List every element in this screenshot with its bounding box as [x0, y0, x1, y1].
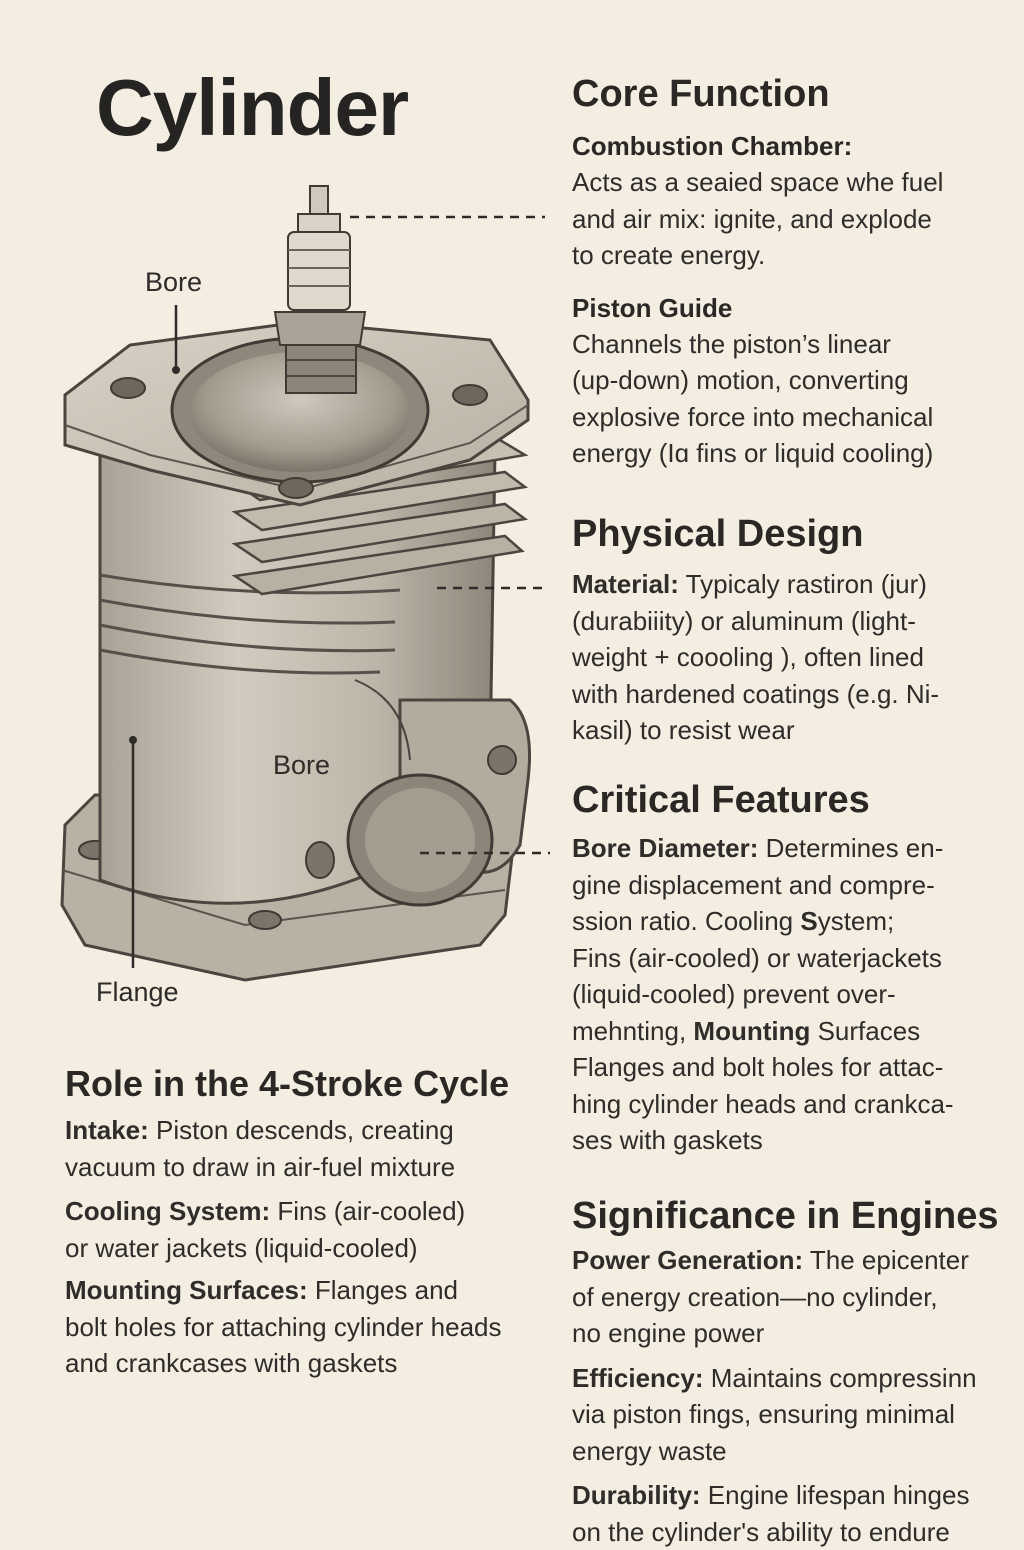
critical-line-5: (liquid-cooled) prevent over- [572, 976, 1012, 1013]
material-line-5: kasil) to resist wear [572, 712, 1012, 749]
intake-line-1 [65, 1112, 555, 1149]
label-bore-mid: Bore [273, 750, 330, 781]
cooling-first: Fins (air-cooled) [270, 1196, 465, 1226]
physical-design-heading: Physical Design [572, 512, 1012, 556]
piston-line-4: energy (Iɑ fins or liquid cooling) [572, 435, 1012, 472]
bore-diameter-label: Bore Diameter: [572, 833, 758, 863]
intake-label: Intake: [65, 1115, 149, 1145]
power-line-1 [572, 1242, 1012, 1279]
critical-line-3c: ystem; [818, 906, 895, 936]
significance-heading: Significance in Engines [572, 1194, 1012, 1238]
power-line-3: no engine power [572, 1315, 1012, 1352]
material-line-3: weight + coooling ), often lined [572, 639, 1012, 676]
combustion-chamber-title: Combustion Chamber: [572, 128, 1012, 164]
label-bore-top: Bore [145, 267, 202, 298]
intake-line-2: vacuum to draw in air-fuel mixture [65, 1149, 555, 1186]
critical-line-3b: S [800, 906, 817, 936]
cooling-line-1 [65, 1193, 555, 1230]
material-label: Material: [572, 569, 679, 599]
significance-section [572, 1194, 1012, 1550]
efficiency-first: Maintains compressinn [704, 1363, 977, 1393]
mount-label: Mounting Surfaces: [65, 1275, 308, 1305]
critical-line-6b: Mounting [693, 1016, 810, 1046]
piston-line-1: Channels the piston’s linear [572, 326, 1012, 363]
critical-line-1 [572, 830, 1012, 867]
durability-label: Durability: [572, 1480, 701, 1510]
role-section [65, 1062, 555, 1382]
mount-line-3: and crankcases with gaskets [65, 1345, 555, 1382]
critical-line-9: ses with gaskets [572, 1122, 1012, 1159]
material-line-1 [572, 566, 1012, 603]
combustion-line-1: Acts as a seaied space whe fuel [572, 164, 1012, 201]
mount-line-1 [65, 1272, 555, 1309]
durability-line-1 [572, 1477, 1012, 1514]
material-line-4: with hardened coatings (e.g. Ni- [572, 676, 1012, 713]
physical-design-section [572, 512, 1012, 749]
critical-line-6a: mehnting, [572, 1016, 693, 1046]
critical-line-7: Flanges and bolt holes for attac- [572, 1049, 1012, 1086]
mount-first: Flanges and [308, 1275, 458, 1305]
core-function-section [572, 72, 1012, 472]
cooling-label: Cooling System: [65, 1196, 270, 1226]
combustion-line-2: and air mix: ignite, and explode [572, 201, 1012, 238]
critical-line-6 [572, 1013, 1012, 1050]
critical-line-6c: Surfaces [810, 1016, 920, 1046]
efficiency-label: Efficiency: [572, 1363, 704, 1393]
mount-line-2: bolt holes for attaching cylinder heads [65, 1309, 555, 1346]
intake-first: Piston descends, creating [149, 1115, 454, 1145]
power-label: Power Generation: [572, 1245, 803, 1275]
bore-diameter-first: Determines en- [758, 833, 943, 863]
page-title: Cylinder [96, 62, 408, 154]
material-first: Typicaly rastiron (jur) [679, 569, 927, 599]
critical-line-8: hing cylinder heads and crankca- [572, 1086, 1012, 1123]
critical-line-2: gine displacement and compre- [572, 867, 1012, 904]
piston-line-2: (up-down) motion, converting [572, 362, 1012, 399]
power-first: The epicenter [803, 1245, 969, 1275]
efficiency-line-1 [572, 1360, 1012, 1397]
efficiency-line-2: via piston fings, ensuring minimal [572, 1396, 1012, 1433]
core-function-heading: Core Function [572, 72, 1012, 116]
durability-line-2: on the cylinder's ability to endure [572, 1514, 1012, 1550]
material-line-2: (durabiiity) or aluminum (light- [572, 603, 1012, 640]
cooling-line-2: or water jackets (liquid-cooled) [65, 1230, 555, 1267]
role-heading: Role in the 4-Stroke Cycle [65, 1062, 555, 1106]
critical-line-3 [572, 903, 1012, 940]
critical-line-4: Fins (air-cooled) or waterjackets [572, 940, 1012, 977]
piston-guide-title: Piston Guide [572, 290, 1012, 326]
efficiency-line-3: energy waste [572, 1433, 1012, 1470]
combustion-line-3: to create energy. [572, 237, 1012, 274]
critical-features-section [572, 778, 1012, 1159]
label-flange: Flange [96, 977, 179, 1008]
power-line-2: of energy creation—no cylinder, [572, 1279, 1012, 1316]
critical-features-heading: Critical Features [572, 778, 1012, 822]
critical-line-3a: ssion ratio. Cooling [572, 906, 800, 936]
piston-line-3: explosive force into mechanical [572, 399, 1012, 436]
durability-first: Engine lifespan hinges [701, 1480, 970, 1510]
